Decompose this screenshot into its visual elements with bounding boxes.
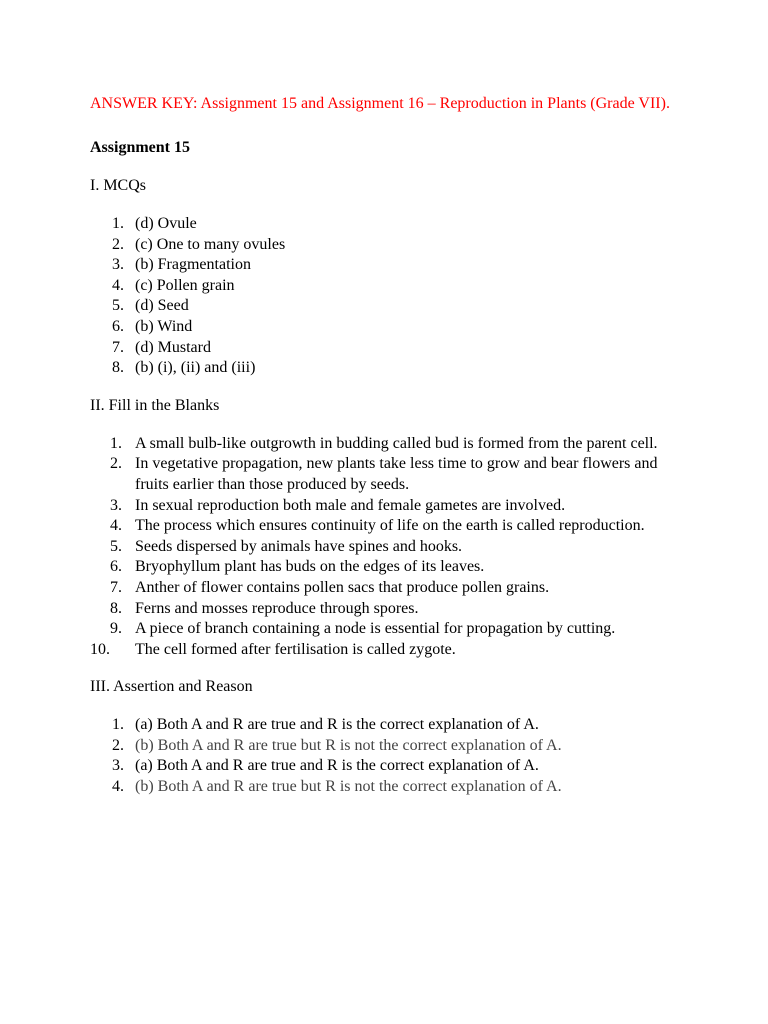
list-item: 8. Ferns and mosses reproduce through spores. (110, 599, 419, 617)
list-item: 1. (a) Both A and R are true and R is the correct explanation of A. (112, 716, 539, 734)
list-item: 3. (b) Fragmentation (112, 256, 251, 274)
page-title: ANSWER KEY: Assignment 15 and Assignment 16 – Reproduction in Plants (Grade VII). (90, 95, 670, 112)
list-item: 1. (d) Ovule (112, 215, 197, 232)
mcq-list (90, 214, 690, 379)
list-item: 10. The cell formed after fertilisation is called zygote. (90, 640, 456, 658)
list-item: 5. Seeds dispersed by animals have spines and hooks. (110, 537, 463, 555)
list-item: 8. (b) (i), (ii) and (iii) (112, 359, 256, 377)
list-item: 7. (d) Mustard (112, 338, 211, 356)
list-item: 2. (b) Both A and R are true but R is not the correct explanation of A. (112, 736, 562, 754)
list-item: 2. (c) One to many ovules (112, 235, 286, 253)
section-heading-fill: II. Fill in the Blanks (90, 396, 220, 414)
assignment-heading: Assignment 15 (90, 139, 191, 156)
list-item: 6. (b) Wind (112, 317, 193, 335)
list-item: 1. A small bulb-like outgrowth in budding called bud is formed from the parent cell. (110, 434, 658, 452)
assertion-reason-list (90, 715, 690, 797)
fill-list (90, 434, 690, 661)
document-page (90, 92, 690, 798)
list-item: 2. In vegetative propagation, new plants take less time to grow and bear flowers and fruits earlier than those produced by seeds. (110, 455, 658, 493)
list-item: 6. Bryophyllum plant has buds on the edges of its leaves. (110, 558, 485, 576)
list-item: 3. In sexual reproduction both male and female gametes are involved. (110, 496, 566, 514)
list-item: 3. (a) Both A and R are true and R is the correct explanation of A. (112, 757, 539, 775)
section-heading-assertion-reason: III. Assertion and Reason (90, 678, 253, 696)
list-item: 7. Anther of flower contains pollen sacs that produce pollen grains. (110, 578, 550, 596)
list-item: 5. (d) Seed (112, 297, 189, 315)
list-item: 9. A piece of branch containing a node is essential for propagation by cutting. (110, 620, 616, 638)
section-heading-mcq: I. MCQs (90, 177, 147, 194)
list-item: 4. The process which ensures continuity of life on the earth is called reproduction. (110, 517, 645, 535)
list-item: 4. (c) Pollen grain (112, 276, 235, 294)
list-item: 4. (b) Both A and R are true but R is not the correct explanation of A. (112, 778, 562, 796)
